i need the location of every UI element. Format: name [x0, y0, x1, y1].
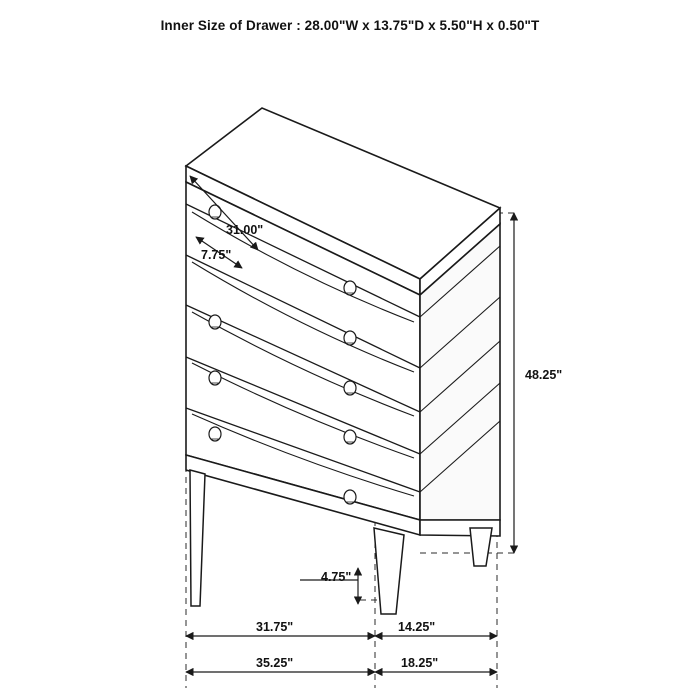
dim-total-width: 35.25" [256, 656, 294, 670]
chest-outline [186, 108, 500, 536]
dim-front-width: 31.75" [256, 620, 294, 634]
dim-top-width: 31.00" [226, 223, 264, 237]
dim-leg-height: 4.75" [321, 570, 352, 584]
dim-overall-height: 48.25" [525, 368, 563, 382]
dim-side-depth: 14.25" [398, 620, 436, 634]
dim-drawer-height: 7.75" [201, 248, 232, 262]
dim-total-depth: 18.25" [401, 656, 439, 670]
page-title: Inner Size of Drawer : 28.00"W x 13.75"D x 5.50"H x 0.50"T [160, 18, 540, 33]
